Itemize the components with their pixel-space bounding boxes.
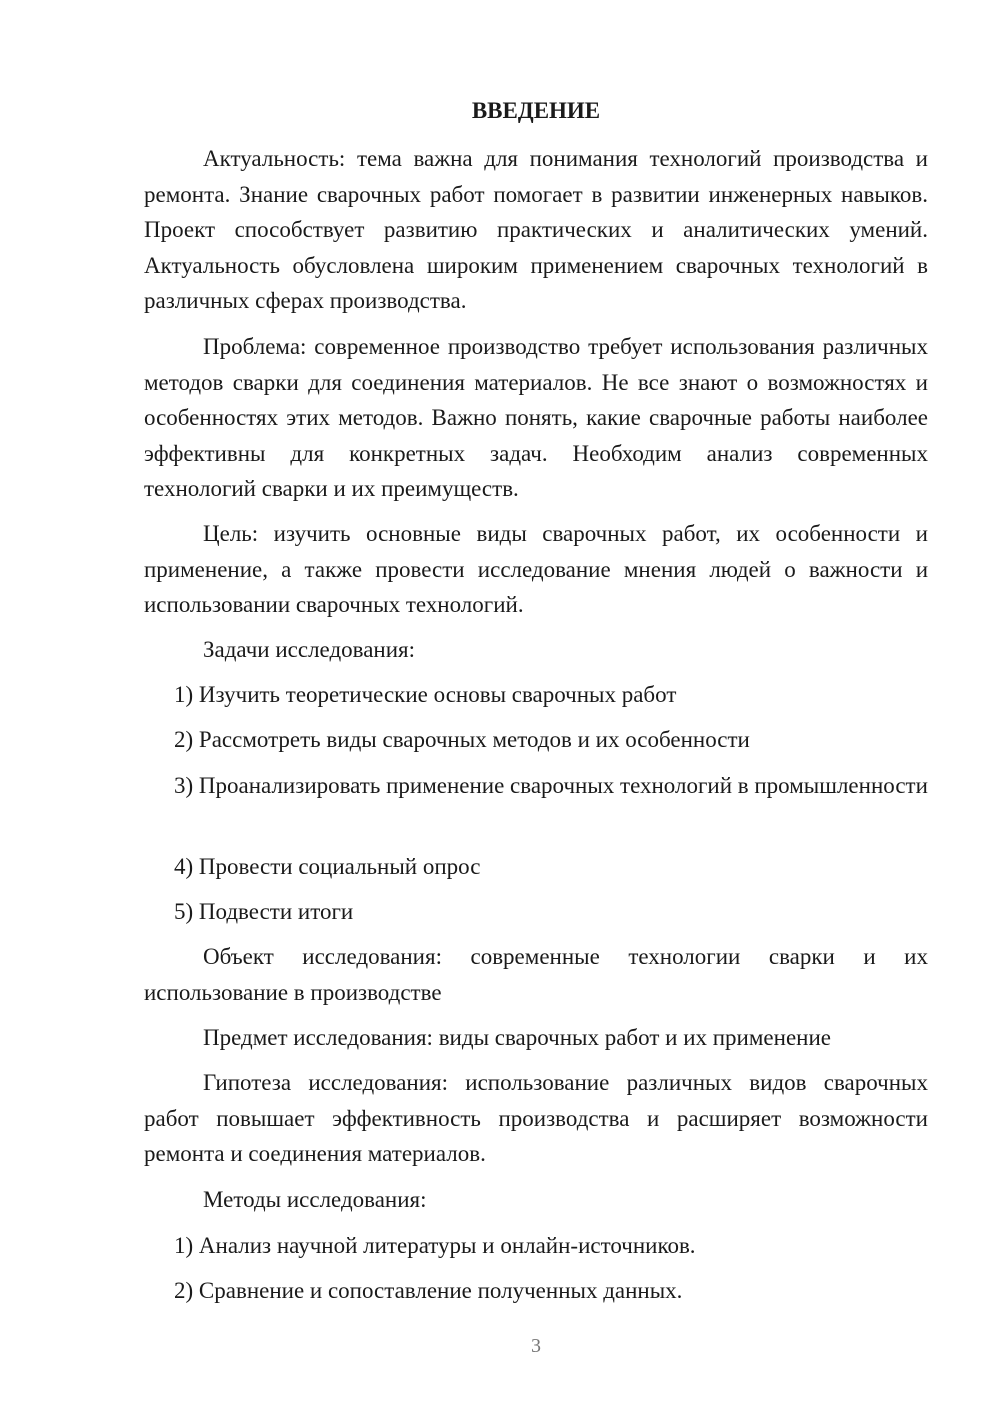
method-item-2: 2) Сравнение и сопоставление полученных данных. — [174, 1278, 683, 1303]
methods-title: Методы исследования: — [203, 1187, 427, 1212]
task-item-2: 2) Рассмотреть виды сварочных методов и их особенности — [174, 727, 750, 752]
tasks-title: Задачи исследования: — [203, 637, 416, 662]
object-paragraph: Объект исследования: современные технологии сварки и их использование в производстве — [144, 944, 928, 1005]
task-item-1: 1) Изучить теоретические основы сварочных работ — [174, 682, 677, 707]
task-item-5: 5) Подвести итоги — [174, 899, 354, 924]
problem-paragraph: Проблема: современное производство требует использования различных методов сварки для соединения материалов. Не все знают о возможностях и особенностях этих методов. Важно понять, какие сварочные работы наиболее эффективны для конкретных задач. Необходим анализ современных технологий сварки и их преимуществ. — [144, 334, 928, 501]
page-title: ВВЕДЕНИЕ — [471, 98, 601, 123]
hypothesis-paragraph: Гипотеза исследования: использование различных видов сварочных работ повышает эффективность производства и расширяет возможности ремонта и соединения материалов. — [144, 1070, 928, 1166]
goal-paragraph: Цель: изучить основные виды сварочных работ, их особенности и применение, а также провести исследование мнения людей о важности и использовании сварочных технологий. — [144, 521, 928, 617]
subject-paragraph: Предмет исследования: виды сварочных работ и их применение — [203, 1025, 831, 1050]
page-number: 3 — [531, 1335, 541, 1357]
task-item-4: 4) Провести социальный опрос — [174, 854, 481, 879]
method-item-1: 1) Анализ научной литературы и онлайн-источников. — [174, 1233, 696, 1258]
task-item-3: 3) Проанализировать применение сварочных технологий в промышленности — [174, 773, 928, 798]
relevance-paragraph: Актуальность: тема важна для понимания технологий производства и ремонта. Знание сварочных работ помогает в развитии инженерных навыков. Проект способствует развитию практических и аналитических умений. Актуальность обусловлена широким применением сварочных технологий в различных сферах производства. — [144, 146, 928, 313]
